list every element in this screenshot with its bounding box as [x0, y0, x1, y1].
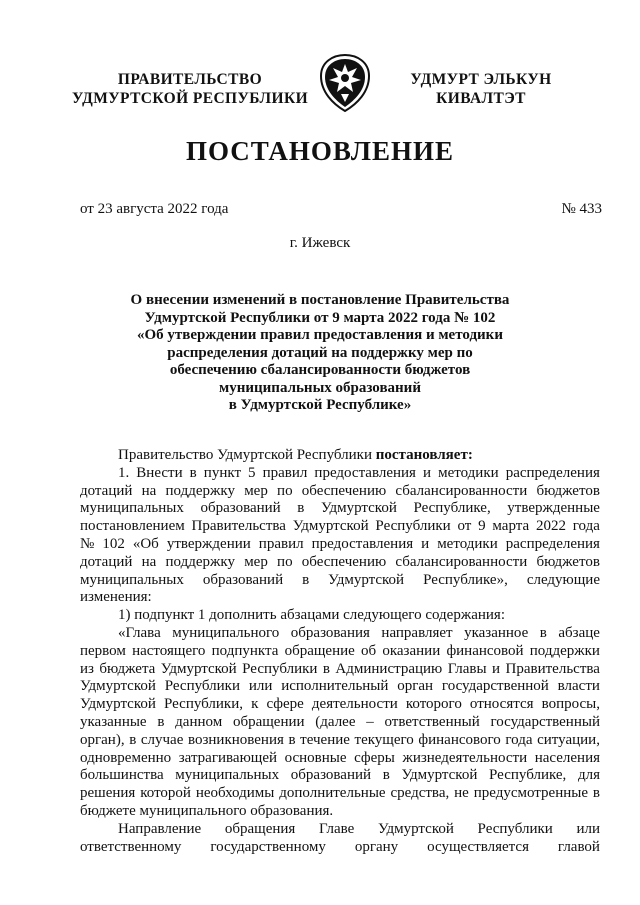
body-word: – — [366, 713, 374, 730]
body-word: ответственный — [384, 713, 480, 730]
body-word: постановлением — [80, 518, 185, 535]
body-word: методики — [438, 464, 499, 481]
body-line — [80, 625, 600, 643]
body-word: государственному — [210, 838, 326, 855]
body-word: распределения — [505, 464, 600, 481]
body-line-text: изменения: — [80, 589, 152, 606]
body-word: Правительства — [505, 660, 600, 677]
body-line — [80, 607, 600, 625]
body-line — [80, 572, 600, 590]
body-word: абзаце — [558, 624, 600, 641]
body-word: Республики — [477, 820, 553, 837]
body-word: № — [80, 535, 95, 552]
body-line-preamble — [80, 447, 600, 465]
body-word: от — [457, 518, 472, 535]
body-word: в — [592, 785, 600, 802]
body-word: исполнительный — [281, 678, 389, 695]
body-word: государственный — [490, 713, 600, 730]
body-word: по — [277, 553, 293, 570]
title-line: распределения дотаций на поддержку мер по — [167, 344, 473, 361]
body-word: затрагивающей — [178, 749, 278, 766]
body-word: власти — [557, 678, 600, 695]
body-word: органу — [354, 838, 399, 855]
body-word: Удмуртской — [328, 571, 405, 588]
body-word: Удмуртской — [377, 820, 454, 837]
body-word: следующие — [526, 571, 600, 588]
body-word: оказании — [382, 642, 441, 659]
body-word: первом — [80, 642, 126, 659]
body-word: мер — [244, 553, 268, 570]
body-line-text: 1) подпункт 1 дополнить абзацами следующего содержания: — [118, 607, 505, 624]
body-line — [80, 589, 600, 607]
body-word: образования — [290, 624, 370, 641]
body-word: в — [189, 464, 197, 481]
title-line: в Удмуртской Республике» — [228, 397, 412, 413]
document-number: № 433 — [561, 201, 602, 217]
body-word: деятельности — [311, 696, 398, 713]
government-name-udmurt — [396, 70, 566, 108]
body-word: муниципальных — [80, 500, 184, 517]
title-line: Удмуртской Республики от 9 марта 2022 года № 102 — [144, 309, 496, 326]
body-word: Республике, — [413, 500, 491, 517]
body-word: года — [572, 518, 600, 535]
body-word: в — [302, 571, 310, 588]
body-word: или — [248, 678, 273, 695]
body-word: Удмуртской — [160, 660, 237, 677]
body-word: 2022 — [535, 518, 566, 535]
body-word: финансового — [418, 731, 501, 748]
body-word: в — [322, 660, 330, 677]
body-word: «Об — [132, 535, 159, 552]
body-word: 102 — [102, 535, 125, 552]
body-word: Республики — [242, 660, 318, 677]
body-word: из — [80, 660, 94, 677]
body-word: поддержки — [529, 642, 600, 659]
body-word: утвержденные — [507, 500, 600, 517]
body-line — [80, 554, 600, 572]
body-word: которого — [405, 696, 462, 713]
body-line — [80, 500, 600, 518]
body-word: распределения — [505, 535, 600, 552]
body-word: или — [576, 820, 600, 837]
body-word: подпункта — [211, 642, 279, 659]
body-word: вопросы, — [541, 696, 600, 713]
body-word: относятся — [469, 696, 534, 713]
body-word: Удмуртской — [320, 500, 397, 517]
body-line-text: бюджете муниципального образования. — [80, 802, 334, 819]
body-word: 9 — [478, 518, 486, 535]
body-word: Удмуртской — [80, 696, 156, 713]
body-word: ситуации, — [537, 731, 600, 748]
body-line — [80, 696, 600, 714]
body-word: главой — [557, 838, 600, 855]
body-word: государственной — [441, 678, 549, 695]
body-word: 5 — [248, 464, 256, 481]
body-word: на — [141, 553, 157, 570]
body-word: ответственному — [80, 838, 182, 855]
document-body — [80, 447, 600, 856]
udmurt-coat-of-arms-icon — [317, 52, 373, 114]
body-word: сбалансированности — [395, 482, 528, 499]
body-word: бюджетов — [536, 482, 600, 499]
body-line — [80, 839, 600, 857]
body-word: Республики — [375, 518, 451, 535]
body-word: сферы — [354, 749, 395, 766]
body-word: финансовой — [446, 642, 524, 659]
body-word: пункт — [203, 464, 241, 481]
body-word: правил — [262, 464, 308, 481]
government-name-line-2: УДМУРТСКОЙ РЕСПУБЛИКИ — [71, 90, 309, 107]
body-word: поддержку — [165, 482, 235, 499]
body-word: Республики, — [163, 696, 243, 713]
body-word: образований — [202, 571, 284, 588]
body-word: бюджета — [99, 660, 156, 677]
body-word: об — [361, 642, 377, 659]
body-word: решения — [80, 785, 136, 802]
document-title — [90, 292, 550, 415]
body-word: на — [141, 482, 157, 499]
government-name-line-1: ПРАВИТЕЛЬСТВО — [117, 71, 263, 88]
body-word: муниципальных — [80, 571, 184, 588]
body-word: Внести — [136, 464, 183, 481]
body-word: направляет — [381, 624, 453, 641]
body-word: для — [577, 767, 600, 784]
body-word: текущего — [354, 731, 414, 748]
body-word: Администрацию — [335, 660, 443, 677]
body-line — [80, 643, 600, 661]
body-word: в — [539, 624, 547, 641]
government-name-udmurt-line-1: УДМУРТ ЭЛЬКУН — [410, 71, 552, 88]
body-word: основные — [284, 749, 347, 766]
body-line — [80, 803, 600, 821]
body-word: методики — [437, 535, 498, 552]
preamble-verb: постановляет: — [375, 447, 473, 463]
title-line: О внесении изменений в постановление Правительства — [130, 292, 510, 308]
body-word: данном — [175, 713, 223, 730]
body-line — [80, 785, 600, 803]
body-word: образований — [200, 500, 281, 517]
body-word: настоящего — [132, 642, 206, 659]
body-word: муниципального — [172, 624, 280, 641]
body-word: указанное — [464, 624, 529, 641]
title-line: обеспечению сбалансированности бюджетов — [169, 362, 471, 378]
body-line — [80, 465, 600, 483]
body-word: Главы — [447, 660, 487, 677]
body-word: дотаций — [80, 482, 133, 499]
body-word: предоставления — [314, 464, 416, 481]
body-word: Правительства — [191, 518, 286, 535]
title-line: «Об утверждении правил предоставления и методики — [137, 327, 503, 343]
body-word: сбалансированности — [395, 553, 528, 570]
body-word: осуществляется — [427, 838, 529, 855]
body-word: не — [454, 785, 469, 802]
body-word: обращения — [224, 820, 296, 837]
body-word: одновременно — [80, 749, 172, 766]
body-word: большинства — [80, 767, 164, 784]
body-word: случае — [140, 731, 184, 748]
government-name-udmurt-line-2: КИВАЛТЭТ — [436, 90, 526, 107]
body-word: обеспечению — [301, 482, 387, 499]
body-word: Республики — [164, 678, 240, 695]
body-word: дополнительные — [279, 785, 386, 802]
body-word: Удмуртской — [292, 518, 369, 535]
body-word: в — [157, 713, 165, 730]
body-word: в — [382, 767, 390, 784]
body-word: дотаций — [80, 553, 133, 570]
body-word: поддержку — [165, 553, 235, 570]
body-word: обращение — [284, 642, 355, 659]
body-word: обеспечению — [301, 553, 387, 570]
body-word: «Глава — [118, 624, 161, 641]
body-word: в — [297, 500, 305, 517]
body-word: орган — [397, 678, 434, 695]
body-word: течение — [300, 731, 350, 748]
body-word: Направление — [118, 820, 202, 837]
body-word: орган), — [80, 731, 125, 748]
title-line: муниципальных образований — [219, 379, 421, 396]
document-city: г. Ижевск — [289, 235, 351, 251]
body-word: по — [277, 482, 293, 499]
body-word: 1. — [118, 464, 130, 481]
body-word: и — [423, 464, 432, 481]
body-word: мер — [244, 482, 268, 499]
body-line — [80, 536, 600, 554]
body-word: указанные — [80, 713, 147, 730]
body-word: которой — [140, 785, 191, 802]
body-word: средства, — [390, 785, 450, 802]
body-word: утверждении — [166, 535, 251, 552]
body-word: Главе — [318, 820, 355, 837]
body-line — [80, 767, 600, 785]
body-word: к — [251, 696, 259, 713]
body-word: необходимы — [195, 785, 275, 802]
body-word: населения — [534, 749, 600, 766]
body-word: бюджетов — [536, 553, 600, 570]
body-line — [80, 661, 600, 679]
body-word: Удмуртской — [401, 767, 478, 784]
body-line — [80, 732, 600, 750]
body-line — [80, 678, 600, 696]
body-word: Республике», — [423, 571, 508, 588]
body-word: Республике, — [489, 767, 567, 784]
body-word: образований — [290, 767, 372, 784]
preamble-text: Правительство Удмуртской Республики — [118, 447, 372, 463]
body-line — [80, 483, 600, 501]
document-type-heading: ПОСТАНОВЛЕНИЕ — [185, 136, 455, 166]
body-line — [80, 821, 600, 839]
body-word: жизнедеятельности — [402, 749, 528, 766]
body-word: и — [421, 535, 430, 552]
body-word: предусмотренные — [473, 785, 588, 802]
body-word: сфере — [266, 696, 304, 713]
body-word: в — [288, 731, 296, 748]
body-word: предоставления — [311, 535, 414, 552]
body-word: возникновения — [187, 731, 284, 748]
body-word: в — [129, 731, 137, 748]
document-date: от 23 августа 2022 года — [80, 201, 229, 217]
body-line — [80, 714, 600, 732]
body-word: обращении — [232, 713, 305, 730]
body-word: (далее — [315, 713, 356, 730]
body-line — [80, 750, 600, 768]
body-word: Удмуртской — [80, 678, 156, 695]
body-word: правил — [258, 535, 304, 552]
body-word: и — [492, 660, 501, 677]
body-word: года — [505, 731, 533, 748]
body-line — [80, 518, 600, 536]
body-word: марта — [492, 518, 530, 535]
body-word: муниципальных — [175, 767, 280, 784]
government-name-russian — [70, 70, 310, 108]
